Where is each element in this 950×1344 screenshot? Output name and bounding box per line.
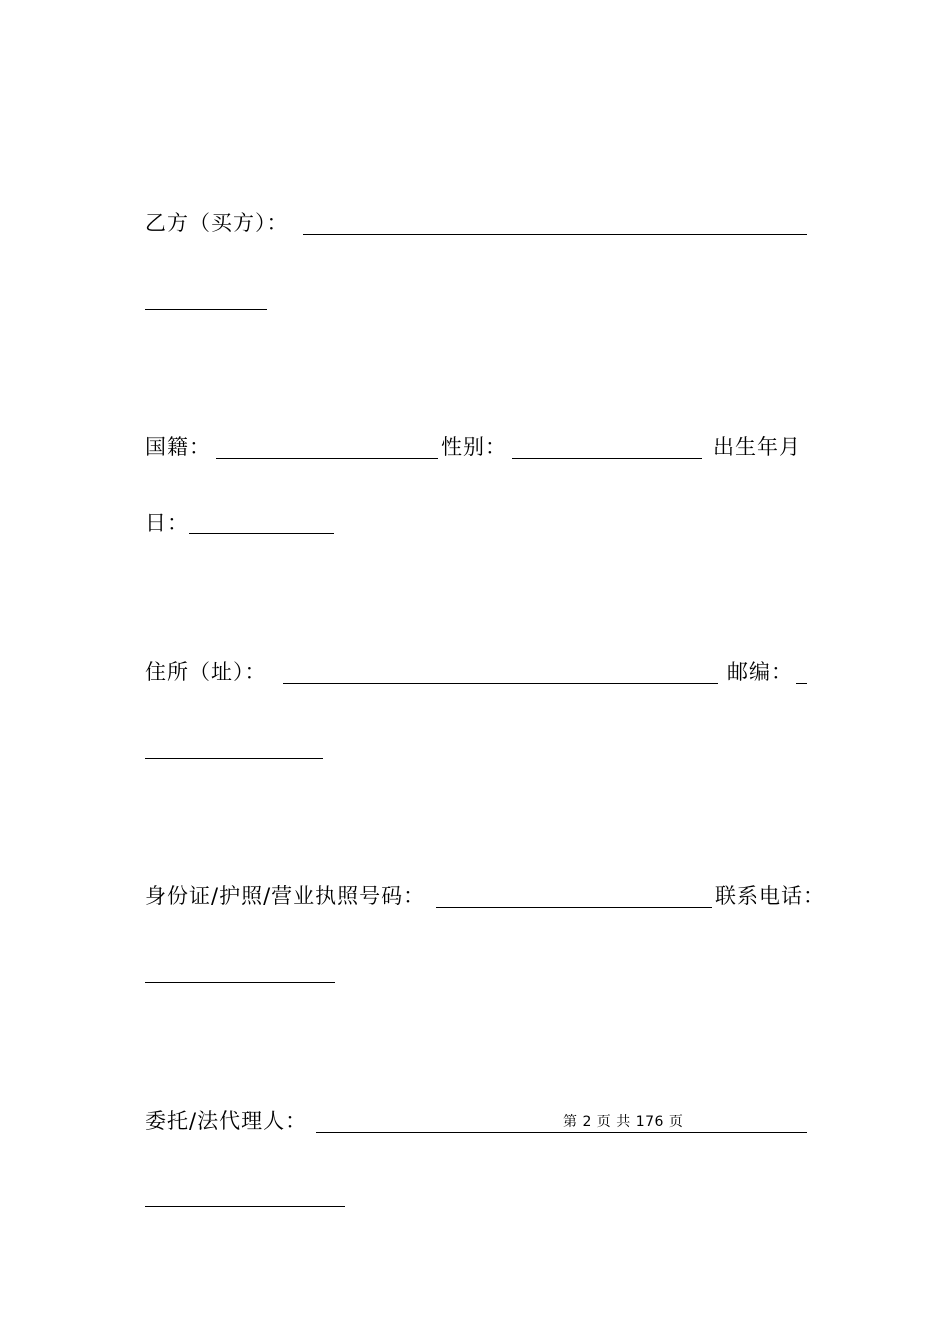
page-indicator: 第 2 页 共 176 页	[563, 1114, 684, 1130]
postcode-blank-continued[interactable]	[145, 758, 323, 759]
birth-date-label-continued: 日：	[145, 511, 189, 535]
agent-blank-continued[interactable]	[145, 1206, 345, 1207]
nationality-label: 国籍：	[145, 435, 211, 459]
phone-blank[interactable]	[145, 982, 335, 983]
birth-date-label: 出生年月	[713, 435, 801, 459]
nationality-blank[interactable]	[216, 458, 438, 459]
address-blank[interactable]	[283, 683, 718, 684]
party-b-blank[interactable]	[303, 234, 807, 235]
id-number-label: 身份证/护照/营业执照号码：	[145, 884, 426, 908]
party-b-blank-continued[interactable]	[145, 309, 267, 310]
phone-label: 联系电话：	[715, 884, 825, 908]
gender-blank[interactable]	[512, 458, 702, 459]
postcode-blank[interactable]	[796, 683, 807, 684]
gender-label: 性别：	[441, 435, 507, 459]
party-b-label: 乙方（买方）：	[145, 211, 289, 235]
id-number-blank[interactable]	[436, 907, 712, 908]
address-label: 住所（址）：	[145, 660, 267, 684]
agent-blank[interactable]	[316, 1132, 807, 1133]
agent-label: 委托/法代理人：	[145, 1109, 308, 1133]
postcode-label: 邮编：	[727, 660, 793, 684]
birth-date-blank[interactable]	[189, 533, 334, 534]
